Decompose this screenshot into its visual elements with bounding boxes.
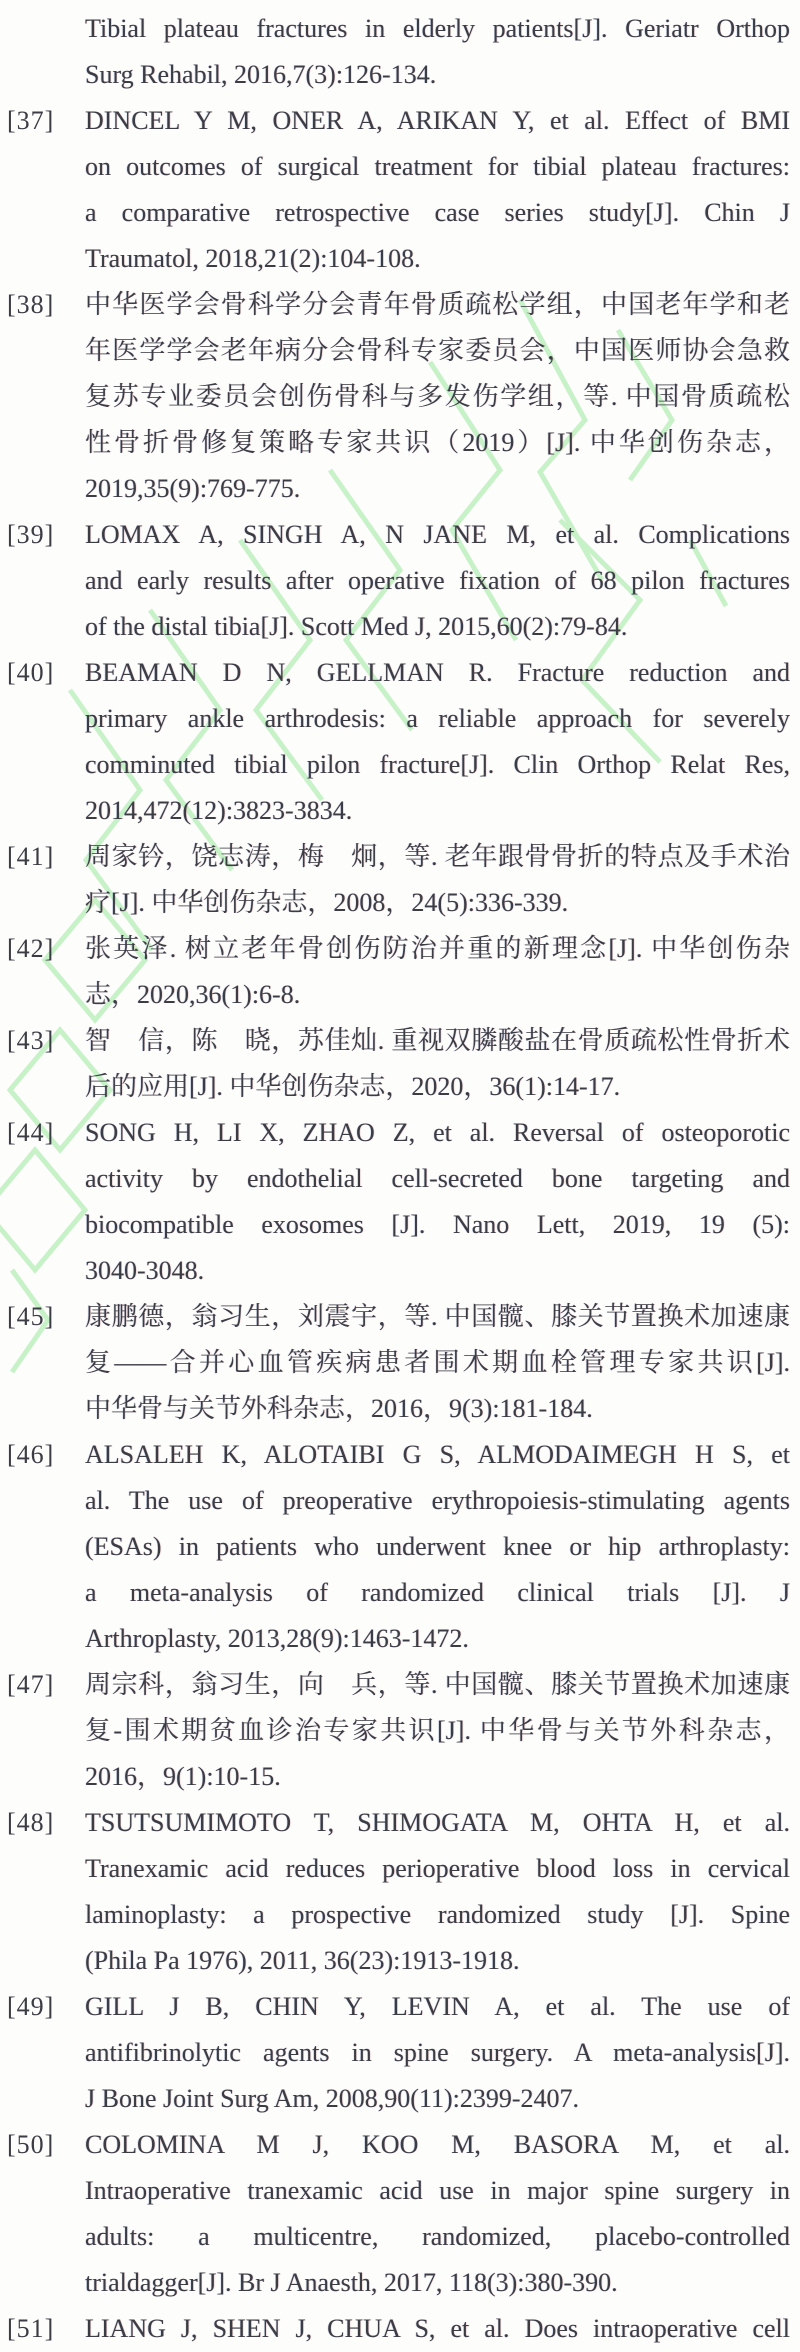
reference-line: LIANG J, SHEN J, CHUA S, et al. Does intraoperative cell	[85, 2314, 790, 2343]
reference-line: of the distal tibia[J]. Scott Med J, 2015,60(2):79-84.	[85, 612, 628, 641]
reference-line: 周宗科，翁习生，向 兵，等. 中国髋、膝关节置换术加速康	[85, 1670, 790, 1699]
reference-line: laminoplasty: a prospective randomized study [J]. Spine	[85, 1900, 790, 1929]
reference-body	[85, 6, 790, 98]
reference-line: 疗[J]. 中华创伤杂志，2008，24(5):336-339.	[85, 888, 569, 917]
reference-line: 2019,35(9):769-775.	[85, 474, 301, 503]
reference-line: 张英泽. 树立老年骨创伤防治并重的新理念[J]. 中华创伤杂	[85, 934, 790, 963]
reference-line: 2016，9(1):10-15.	[85, 1762, 281, 1791]
reference-line: al. The use of preoperative erythropoiesis-stimulating agents	[85, 1486, 790, 1515]
reference-item	[7, 834, 790, 926]
reference-line: 康鹏德，翁习生，刘震宇，等. 中国髋、膝关节置换术加速康	[85, 1302, 790, 1331]
reference-line: LOMAX A, SINGH A, N JANE M, et al. Complications	[85, 520, 790, 549]
reference-body	[85, 1984, 790, 2122]
reference-line: activity by endothelial cell-secreted bone targeting and	[85, 1164, 790, 1193]
reference-line: 周家钤，饶志涛，梅 炯，等. 老年跟骨骨折的特点及手术治	[85, 842, 790, 871]
reference-body	[85, 650, 790, 834]
reference-number: [41]	[7, 842, 55, 871]
reference-line: TSUTSUMIMOTO T, SHIMOGATA M, OHTA H, et al.	[85, 1808, 790, 1837]
reference-item	[7, 98, 790, 282]
reference-number: [47]	[7, 1670, 55, 1699]
reference-number: [43]	[7, 1026, 55, 1055]
reference-line: Intraoperative tranexamic acid use in major spine surgery in	[85, 2176, 790, 2205]
reference-line: Tibial plateau fractures in elderly patients[J]. Geriatr Orthop	[85, 14, 790, 43]
reference-line: Arthroplasty, 2013,28(9):1463-1472.	[85, 1624, 469, 1653]
reference-number: [40]	[7, 658, 55, 687]
reference-body	[85, 1432, 790, 1662]
reference-item	[7, 282, 790, 512]
reference-number	[7, 6, 85, 52]
reference-line: SONG H, LI X, ZHAO Z, et al. Reversal of osteoporotic	[85, 1118, 790, 1147]
reference-line: (ESAs) in patients who underwent knee or hip arthroplasty:	[85, 1532, 790, 1561]
reference-body	[85, 926, 790, 1018]
reference-line: 年医学学会老年病分会骨科专家委员会，中国医师协会急救	[85, 336, 790, 365]
reference-line: BEAMAN D N, GELLMAN R. Fracture reduction and	[85, 658, 790, 687]
reference-line: primary ankle arthrodesis: a reliable approach for severely	[85, 704, 790, 733]
reference-line: 性骨折骨修复策略专家共识（2019）[J]. 中华创伤杂志，	[85, 428, 790, 457]
reference-line: comminuted tibial pilon fracture[J]. Clin Orthop Relat Res,	[85, 750, 790, 779]
reference-number: [48]	[7, 1808, 55, 1837]
reference-line: a comparative retrospective case series study[J]. Chin J	[85, 198, 790, 227]
reference-line: J Bone Joint Surg Am, 2008,90(11):2399-2407.	[85, 2084, 580, 2113]
reference-item	[7, 1662, 790, 1800]
reference-line: on outcomes of surgical treatment for tibial plateau fractures:	[85, 152, 790, 181]
reference-number: [51]	[7, 2314, 55, 2343]
reference-line: GILL J B, CHIN Y, LEVIN A, et al. The use of	[85, 1992, 790, 2021]
reference-item	[7, 1432, 790, 1662]
reference-item	[7, 6, 790, 98]
reference-line: Traumatol, 2018,21(2):104-108.	[85, 244, 421, 273]
reference-number: [42]	[7, 934, 55, 963]
reference-number: [46]	[7, 1440, 55, 1469]
reference-line: Surg Rehabil, 2016,7(3):126-134.	[85, 60, 437, 89]
reference-line: 志，2020,36(1):6-8.	[85, 980, 301, 1009]
reference-number: [49]	[7, 1992, 55, 2021]
reference-number: [38]	[7, 290, 55, 319]
reference-number: [50]	[7, 2130, 55, 2159]
reference-body	[85, 1110, 790, 1294]
reference-number: [37]	[7, 106, 55, 135]
reference-body	[85, 98, 790, 282]
reference-line: antifibrinolytic agents in spine surgery. A meta-analysis[J].	[85, 2038, 790, 2067]
reference-item	[7, 1018, 790, 1110]
reference-line: 3040-3048.	[85, 1256, 205, 1285]
reference-line: a meta-analysis of randomized clinical trials [J]. J	[85, 1578, 790, 1607]
reference-line: COLOMINA M J, KOO M, BASORA M, et al.	[85, 2130, 790, 2159]
reference-line: 2014,472(12):3823-3834.	[85, 796, 353, 825]
reference-body	[85, 1294, 790, 1432]
reference-line: adults: a multicentre, randomized, placebo-controlled	[85, 2222, 790, 2251]
reference-line: 中华医学会骨科学分会青年骨质疏松学组，中国老年学和老	[85, 290, 790, 319]
reference-body	[85, 1662, 790, 1800]
reference-number: [45]	[7, 1302, 55, 1331]
reference-line: ALSALEH K, ALOTAIBI G S, ALMODAIMEGH H S, et	[85, 1440, 790, 1469]
reference-item	[7, 650, 790, 834]
reference-body	[85, 512, 790, 650]
reference-item	[7, 2122, 790, 2306]
reference-line: 复-围术期贫血诊治专家共识[J]. 中华骨与关节外科杂志，	[85, 1716, 790, 1745]
reference-item	[7, 926, 790, 1018]
reference-item	[7, 1110, 790, 1294]
reference-line: DINCEL Y M, ONER A, ARIKAN Y, et al. Effect of BMI	[85, 106, 790, 135]
reference-item	[7, 512, 790, 650]
reference-number: [44]	[7, 1118, 55, 1147]
reference-body	[85, 282, 790, 512]
reference-item	[7, 1294, 790, 1432]
reference-line: trialdagger[J]. Br J Anaesth, 2017, 118(3):380-390.	[85, 2268, 618, 2297]
reference-item	[7, 1800, 790, 1984]
reference-line: biocompatible exosomes [J]. Nano Lett, 2019, 19 (5):	[85, 1210, 790, 1239]
reference-line: 后的应用[J]. 中华创伤杂志，2020，36(1):14-17.	[85, 1072, 621, 1101]
reference-line: Tranexamic acid reduces perioperative blood loss in cervical	[85, 1854, 790, 1883]
reference-number: [39]	[7, 520, 55, 549]
reference-body	[85, 2306, 790, 2352]
reference-line: 复苏专业委员会创伤骨科与多发伤学组，等. 中国骨质疏松	[85, 382, 790, 411]
reference-line: (Phila Pa 1976), 2011, 36(23):1913-1918.	[85, 1946, 520, 1975]
reference-line: 智 信，陈 晓，苏佳灿. 重视双膦酸盐在骨质疏松性骨折术	[85, 1026, 790, 1055]
reference-body	[85, 834, 790, 926]
reference-body	[85, 1800, 790, 1984]
reference-line: and early results after operative fixation of 68 pilon fractures	[85, 566, 790, 595]
reference-body	[85, 1018, 790, 1110]
reference-item	[7, 2306, 790, 2352]
reference-body	[85, 2122, 790, 2306]
reference-item	[7, 1984, 790, 2122]
reference-line: 复——合并心血管疾病患者围术期血栓管理专家共识[J].	[85, 1348, 790, 1377]
reference-line: 中华骨与关节外科杂志，2016，9(3):181-184.	[85, 1394, 593, 1423]
